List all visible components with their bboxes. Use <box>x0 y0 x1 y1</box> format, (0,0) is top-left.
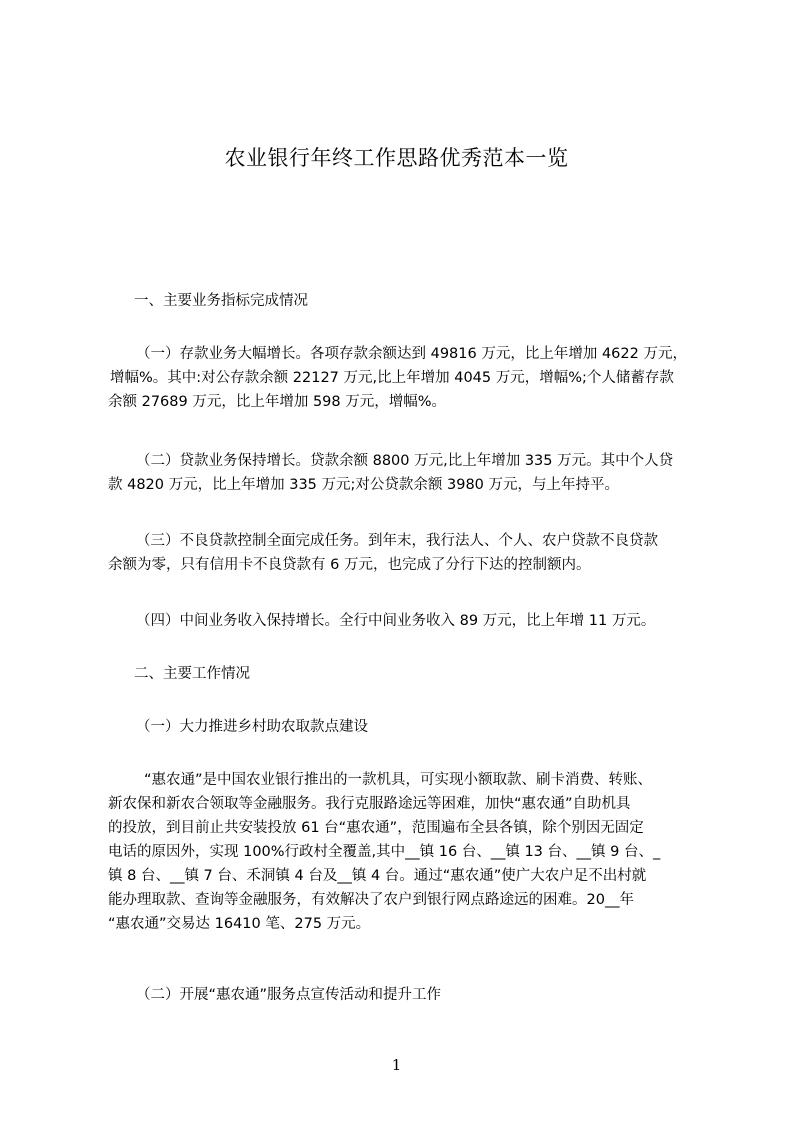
paragraph-line: 余额 27689 万元，比上年增加 598 万元，增幅%。 <box>108 394 447 410</box>
paragraph-line: 的投放，到目前止共安装投放 61 台“惠农通”，范围遍布全县各镇，除个别因无固定 <box>108 820 644 836</box>
paragraph-line: 款 4820 万元，比上年增加 335 万元;对公贷款余额 3980 万元，与上年持平。 <box>108 477 620 493</box>
paragraph-line: 新农保和新农合领取等金融服务。我行克服路途远等困难，加快“惠农通”自助机具 <box>108 796 631 812</box>
page-number: 1 <box>391 1056 402 1074</box>
section-heading-1 <box>134 289 734 313</box>
paragraph-line: （一）存款业务大幅增长。各项存款余额达到 49816 万元，比上年增加 4622 万元， <box>136 346 687 362</box>
paragraph-line: “惠农通”交易达 16410 笔、275 万元。 <box>108 916 371 932</box>
paragraph-intermediate-income <box>108 609 708 633</box>
paragraph-line: （一）大力推进乡村助农取款点建设 <box>136 719 368 735</box>
paragraph-line: 镇 8 台、__镇 7 台、禾洞镇 4 台及__镇 4 台。通过“惠农通”使广大农户足不出村就 <box>108 868 647 884</box>
section-heading-2 <box>134 662 734 686</box>
paragraph-line: （三）不良贷款控制全面完成任务。到年末，我行法人、个人、农户贷款不良贷款 <box>136 533 658 549</box>
paragraph-line: （二）贷款业务保持增长。贷款余额 8800 万元,比上年增加 335 万元。其中个人贷 <box>136 453 674 469</box>
paragraph-line: 一、主要业务指标完成情况 <box>134 293 308 309</box>
paragraph-line: “惠农通”是中国农业银行推出的一款机具，可实现小额取款、刷卡消费、转账、 <box>144 772 653 788</box>
paragraph-line: 增幅%。其中:对公存款余额 22127 万元,比上年增加 4045 万元，增幅%;个人储蓄存款 <box>110 370 674 386</box>
paragraph-line: （四）中间业务收入保持增长。全行中间业务收入 89 万元，比上年增 11 万元。 <box>136 613 656 629</box>
paragraph-line: 电话的原因外，实现 100%行政村全覆盖,其中__镇 16 台、__镇 13 台、__镇 9 台、_ <box>108 844 661 860</box>
paragraph-line: 余额为零，只有信用卡不良贷款有 6 万元，也完成了分行下达的控制额内。 <box>108 557 591 573</box>
subsection-heading-promotion <box>108 983 708 1007</box>
paragraph-line: 二、主要工作情况 <box>134 666 250 682</box>
paragraph-line: 能办理取款、查询等金融服务，有效解决了农户到银行网点路途远的困难。20__年 <box>108 892 634 908</box>
paragraph-bad-loans <box>108 529 708 577</box>
paragraph-loans <box>108 449 708 497</box>
paragraph-line: （二）开展“惠农通”服务点宣传活动和提升工作 <box>136 987 442 1003</box>
paragraph-huinongtong <box>108 768 708 936</box>
paragraph-deposits <box>108 342 708 414</box>
subsection-heading-rural-points <box>108 715 708 739</box>
document-title: 农业银行年终工作思路优秀范本一览 <box>224 146 569 170</box>
